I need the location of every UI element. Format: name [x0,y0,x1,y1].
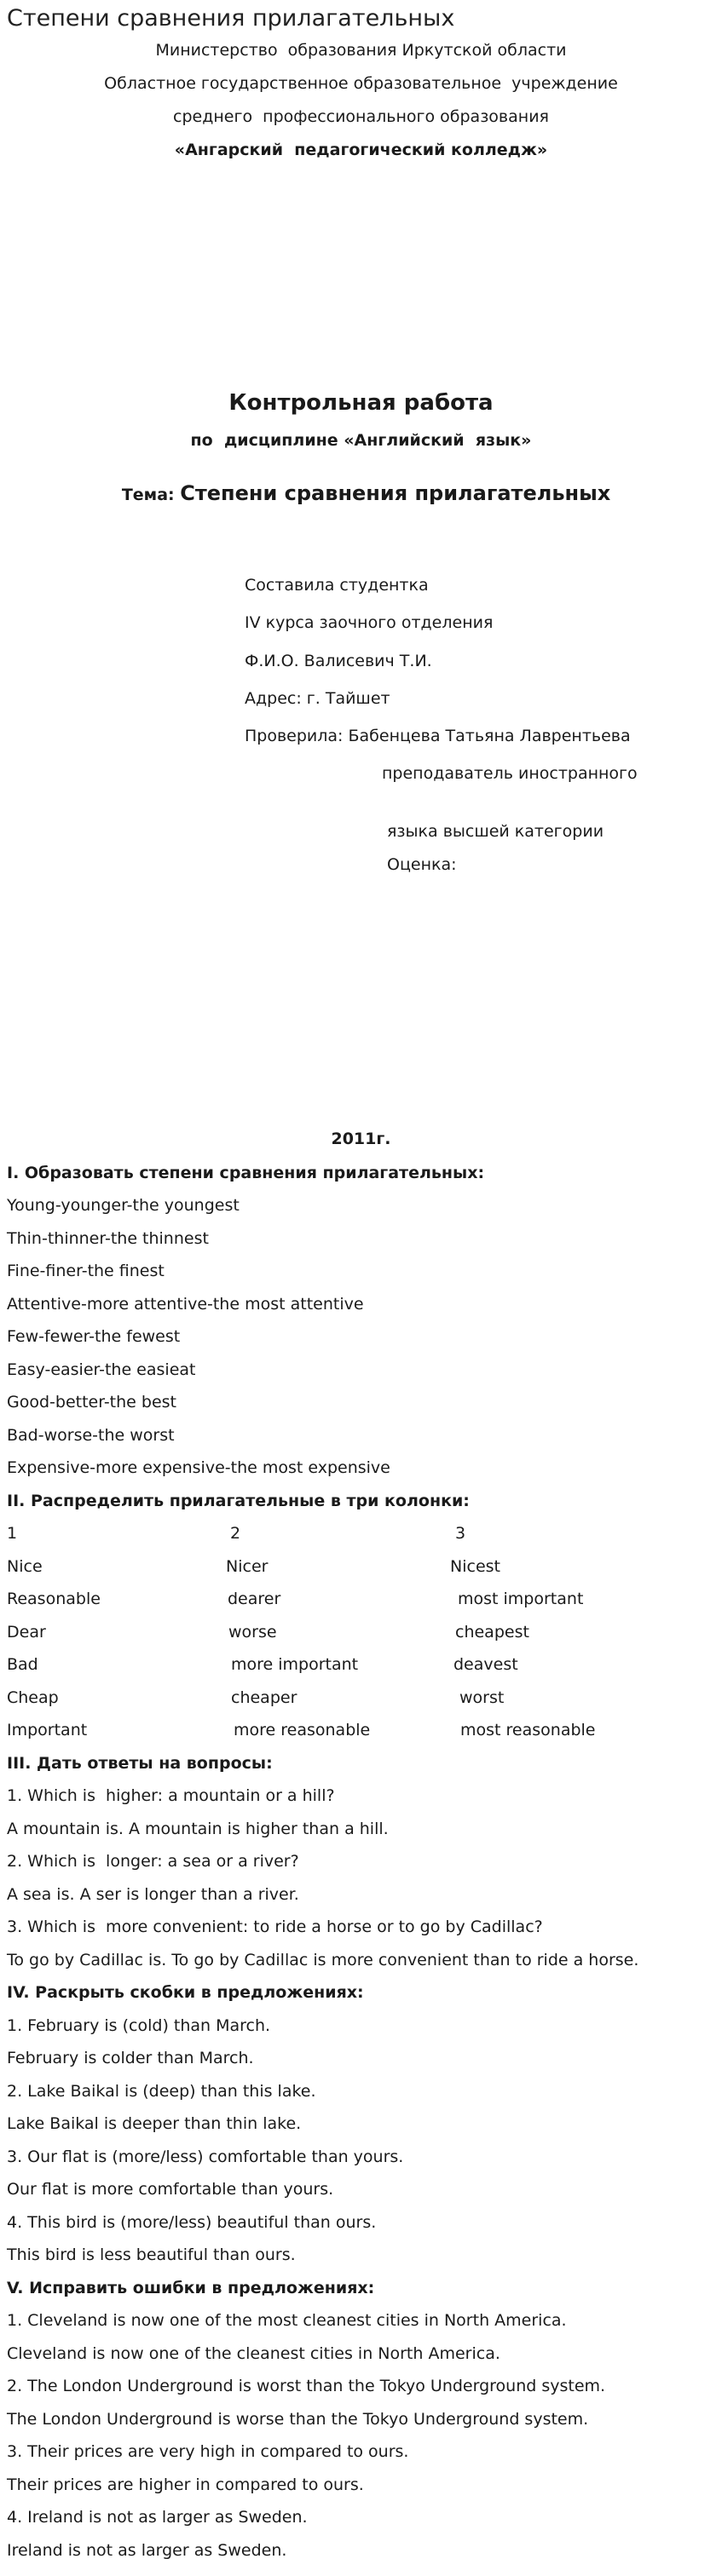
table-cell: Cheap [7,1688,59,1707]
year: 2011г. [331,1130,391,1148]
theme-value: Степени сравнения прилагательных [180,481,611,505]
table-cell: worst [459,1688,505,1707]
exercise-answer: Their prices are higher in compared to ours. [7,2475,364,2494]
exercise-sentence: 4. This bird is (more/less) beautiful than ours. [7,2213,377,2232]
list-item: Good-better-the best [7,1393,176,1412]
section-heading: II. Распределить прилагательные в три колонки: [7,1492,470,1510]
table-cell: Nicer [226,1557,269,1576]
table-cell: Bad [7,1655,38,1674]
page-title: Степени сравнения прилагательных [7,5,455,32]
exercise-sentence: 3. Our flat is (more/less) comfortable than yours. [7,2148,404,2166]
exercise-answer: Lake Baikal is deeper than thin lake. [7,2114,302,2133]
exercise-answer: The London Underground is worse than the Tokyo Underground system. [7,2410,589,2429]
table-cell: most reasonable [460,1721,596,1739]
exercise-answer: Cleveland is now one of the cleanest cities in North America. [7,2344,500,2363]
table-cell: deavest [453,1655,518,1674]
checker-name: Проверила: Бабенцева Татьяна Лаврентьева [245,727,631,745]
section-heading: I. Образовать степени сравнения прилагательных: [7,1164,485,1182]
table-cell: Nice [7,1557,43,1576]
exercise-answer: This bird is less beautiful than ours. [7,2245,296,2264]
header-institution: Областное государственное образовательное учреждение [104,74,618,93]
table-cell: worse [228,1623,277,1642]
question: 1. Which is higher: a mountain or a hill? [7,1786,335,1805]
column-header: 3 [455,1524,466,1543]
table-cell: dearer [228,1590,281,1608]
table-cell: more reasonable [234,1721,371,1739]
table-cell: Important [7,1721,88,1739]
checker-category: языка высшей категории [387,822,604,841]
question: 3. Which is more convenient: to ride a horse or to go by Cadillac? [7,1918,543,1936]
table-cell: more important [231,1655,359,1674]
discipline: по дисциплине «Английский язык» [190,431,532,450]
answer: A mountain is. A mountain is higher than a hill. [7,1820,389,1838]
exercise-sentence: 1. February is (cold) than March. [7,2016,271,2035]
author-address: Адрес: г. Тайшет [245,689,390,708]
column-header: 2 [230,1524,241,1543]
list-item: Few-fewer-the fewest [7,1327,181,1346]
header-ministry: Министерство образования Иркутской области [155,41,567,60]
list-item: Easy-easier-the easieat [7,1360,196,1379]
exercise-sentence: 3. Their prices are very high in compared to ours. [7,2442,409,2461]
list-item: Expensive-more expensive-the most expensive [7,1458,390,1477]
table-cell: Nicest [450,1557,500,1576]
author-name: Ф.И.О. Валисевич Т.И. [245,652,432,670]
table-cell: cheapest [455,1623,529,1642]
list-item: Bad-worse-the worst [7,1426,175,1445]
theme-label: Тема: [121,486,181,504]
exercise-sentence: 2. Lake Baikal is (deep) than this lake. [7,2082,316,2101]
answer: To go by Cadillac is. To go by Cadillac is more convenient than to ride a horse. [7,1951,639,1969]
header-education-level: среднего профессионального образования [173,107,549,126]
grade-label: Оценка: [387,855,457,874]
exercise-answer: Ireland is not as larger as Sweden. [7,2541,287,2560]
question: 2. Which is longer: a sea or a river? [7,1852,299,1871]
section-heading: III. Дать ответы на вопросы: [7,1754,273,1773]
table-cell: Dear [7,1623,46,1642]
list-item: Fine-finer-the finest [7,1262,165,1280]
work-title: Контрольная работа [228,390,494,416]
checker-position: преподаватель иностранного [382,764,638,783]
section-heading: V. Исправить ошибки в предложениях: [7,2279,375,2297]
exercise-sentence: 2. The London Underground is worst than the Tokyo Underground system. [7,2377,606,2395]
list-item: Attentive-more attentive-the most attentive [7,1295,364,1314]
column-header: 1 [7,1524,18,1543]
table-cell: most important [458,1590,584,1608]
exercise-answer: Our flat is more comfortable than yours. [7,2180,334,2199]
table-cell: cheaper [231,1688,297,1707]
answer: A sea is. A ser is longer than a river. [7,1885,299,1904]
table-cell: Reasonable [7,1590,101,1608]
list-item: Young-younger-the youngest [7,1196,240,1215]
exercise-sentence: 4. Ireland is not as larger as Sweden. [7,2508,308,2527]
exercise-sentence: 1. Cleveland is now one of the most cleanest cities in North America. [7,2311,567,2330]
exercise-answer: February is colder than March. [7,2049,254,2067]
section-heading: IV. Раскрыть скобки в предложениях: [7,1983,364,2002]
author-course: IV курса заочного отделения [245,613,494,632]
list-item: Thin-thinner-the thinnest [7,1229,209,1248]
author-line: Составила студентка [245,576,429,595]
header-college: «Ангарский педагогический колледж» [174,141,548,159]
theme-line [0,463,722,505]
